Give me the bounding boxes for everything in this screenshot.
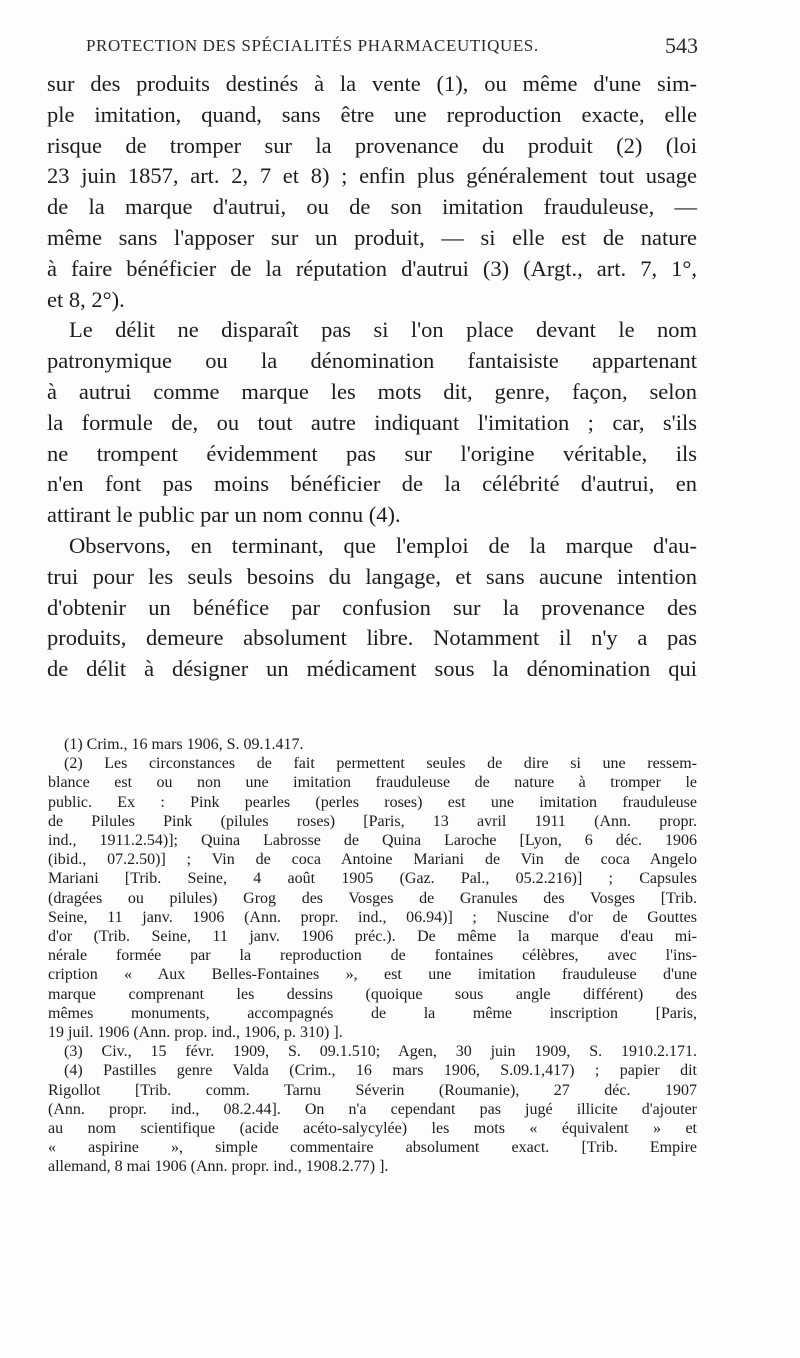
- body-line: risque de tromper sur la provenance du produit (2) (loi: [47, 132, 697, 158]
- footnote-line: (Ann. propr. ind., 08.2.44]. On n'a cependant pas jugé illicite d'ajouter: [48, 1100, 697, 1118]
- body-line: produits, demeure absolument libre. Notamment il n'y a pas: [47, 625, 697, 651]
- footnotes: [48, 735, 697, 1177]
- body-line: ple imitation, quand, sans être une reproduction exacte, elle: [47, 101, 697, 127]
- footnote-line: (dragées ou pilules) Grog des Vosges de Granules des Vosges [Trib.: [48, 889, 697, 907]
- footnote-line: Mariani [Trib. Seine, 4 août 1905 (Gaz. Pal., 05.2.216)] ; Capsules: [48, 870, 697, 888]
- footnote-line: cription « Aux Belles-Fontaines », est une imitation frauduleuse d'une: [48, 966, 697, 984]
- footnote-line: 19 juil. 1906 (Ann. prop. ind., 1906, p. 310) ].: [48, 1024, 343, 1042]
- body-line: de la marque d'autrui, ou de son imitation frauduleuse, —: [47, 194, 697, 220]
- body-line: à autrui comme marque les mots dit, genre, façon, selon: [47, 378, 697, 404]
- footnote-line: de Pilules Pink (pilules roses) [Paris, 13 avril 1911 (Ann. propr.: [48, 812, 697, 830]
- footnote-line: « aspirine », simple commentaire absolument exact. [Trib. Empire: [48, 1139, 697, 1157]
- footnote-line: (ibid., 07.2.50)] ; Vin de coca Antoine Mariani de Vin de coca Angelo: [48, 851, 697, 869]
- footnote-line: au nom scientifique (acide acéto-salycylée) les mots « équivalent » et: [48, 1120, 697, 1138]
- footnote-line: public. Ex : Pink pearles (perles roses) est une imitation frauduleuse: [48, 793, 697, 811]
- body-line: à faire bénéficier de la réputation d'autrui (3) (Argt., art. 7, 1°,: [47, 255, 697, 281]
- body-line: 23 juin 1857, art. 2, 7 et 8) ; enfin plus généralement tout usage: [47, 163, 697, 189]
- body-text: [47, 69, 697, 685]
- footnote-line: (2) Les circonstances de fait permettent seules de dire si une ressem-: [64, 755, 697, 773]
- footnote-line: nérale formée par la reproduction de fontaines célèbres, avec l'ins-: [48, 947, 697, 965]
- footnote-line: (1) Crim., 16 mars 1906, S. 09.1.417.: [64, 736, 304, 753]
- footnote-line: mêmes monuments, accompagnés de la même inscription [Paris,: [48, 1004, 697, 1022]
- footnote-line: Seine, 11 janv. 1906 (Ann. propr. ind., 06.94)] ; Nuscine d'or de Gouttes: [48, 908, 697, 926]
- body-line: Le délit ne disparaît pas si l'on place devant le nom: [69, 317, 697, 343]
- body-line: sur des produits destinés à la vente (1), ou même d'une sim-: [47, 71, 697, 96]
- body-line: Observons, en terminant, que l'emploi de la marque d'au-: [69, 532, 697, 558]
- footnote-line: blance est ou non une imitation frauduleuse de nature à tromper le: [48, 774, 697, 792]
- footnote-line: marque comprenant les dessins (quoique sous angle différent) des: [48, 985, 697, 1003]
- body-line: trui pour les seuls besoins du langage, et sans aucune intention: [47, 563, 697, 589]
- body-line: de délit à désigner un médicament sous la dénomination qui: [47, 656, 697, 682]
- body-line: patronymique ou la dénomination fantaisiste appartenant: [47, 348, 697, 374]
- running-head-title: PROTECTION DES SPÉCIALITÉS PHARMACEUTIQUES.: [86, 36, 539, 55]
- footnote-line: (3) Civ., 15 févr. 1909, S. 09.1.510; Agen, 30 juin 1909, S. 1910.2.171.: [64, 1043, 697, 1061]
- body-line: la formule de, ou tout autre indiquant l'imitation ; car, s'ils: [47, 409, 697, 435]
- footnote-line: Rigollot [Trib. comm. Tarnu Séverin (Roumanie), 27 déc. 1907: [48, 1081, 697, 1099]
- body-line: attirant le public par un nom connu (4).: [47, 502, 401, 528]
- footnote-line: d'or (Trib. Seine, 11 janv. 1906 préc.). De même la marque d'eau mi-: [48, 928, 697, 946]
- page-number: 543: [665, 33, 698, 58]
- footnote-line: ind., 1911.2.54)]; Quina Labrosse de Quina Laroche [Lyon, 6 déc. 1906: [48, 832, 697, 850]
- body-line: et 8, 2°).: [47, 286, 125, 312]
- running-head: [86, 33, 698, 60]
- body-line: n'en font pas moins bénéficier de la célébrité d'autrui, en: [47, 471, 697, 497]
- footnote-line: (4) Pastilles genre Valda (Crim., 16 mars 1906, S.09.1,417) ; papier dit: [64, 1062, 697, 1080]
- body-line: même sans l'apposer sur un produit, — si elle est de nature: [47, 224, 697, 250]
- body-line: ne trompent évidemment pas sur l'origine véritable, ils: [47, 440, 697, 466]
- footnote-line: allemand, 8 mai 1906 (Ann. propr. ind., 1908.2.77) ].: [48, 1158, 389, 1176]
- body-line: d'obtenir un bénéfice par confusion sur la provenance des: [47, 594, 697, 620]
